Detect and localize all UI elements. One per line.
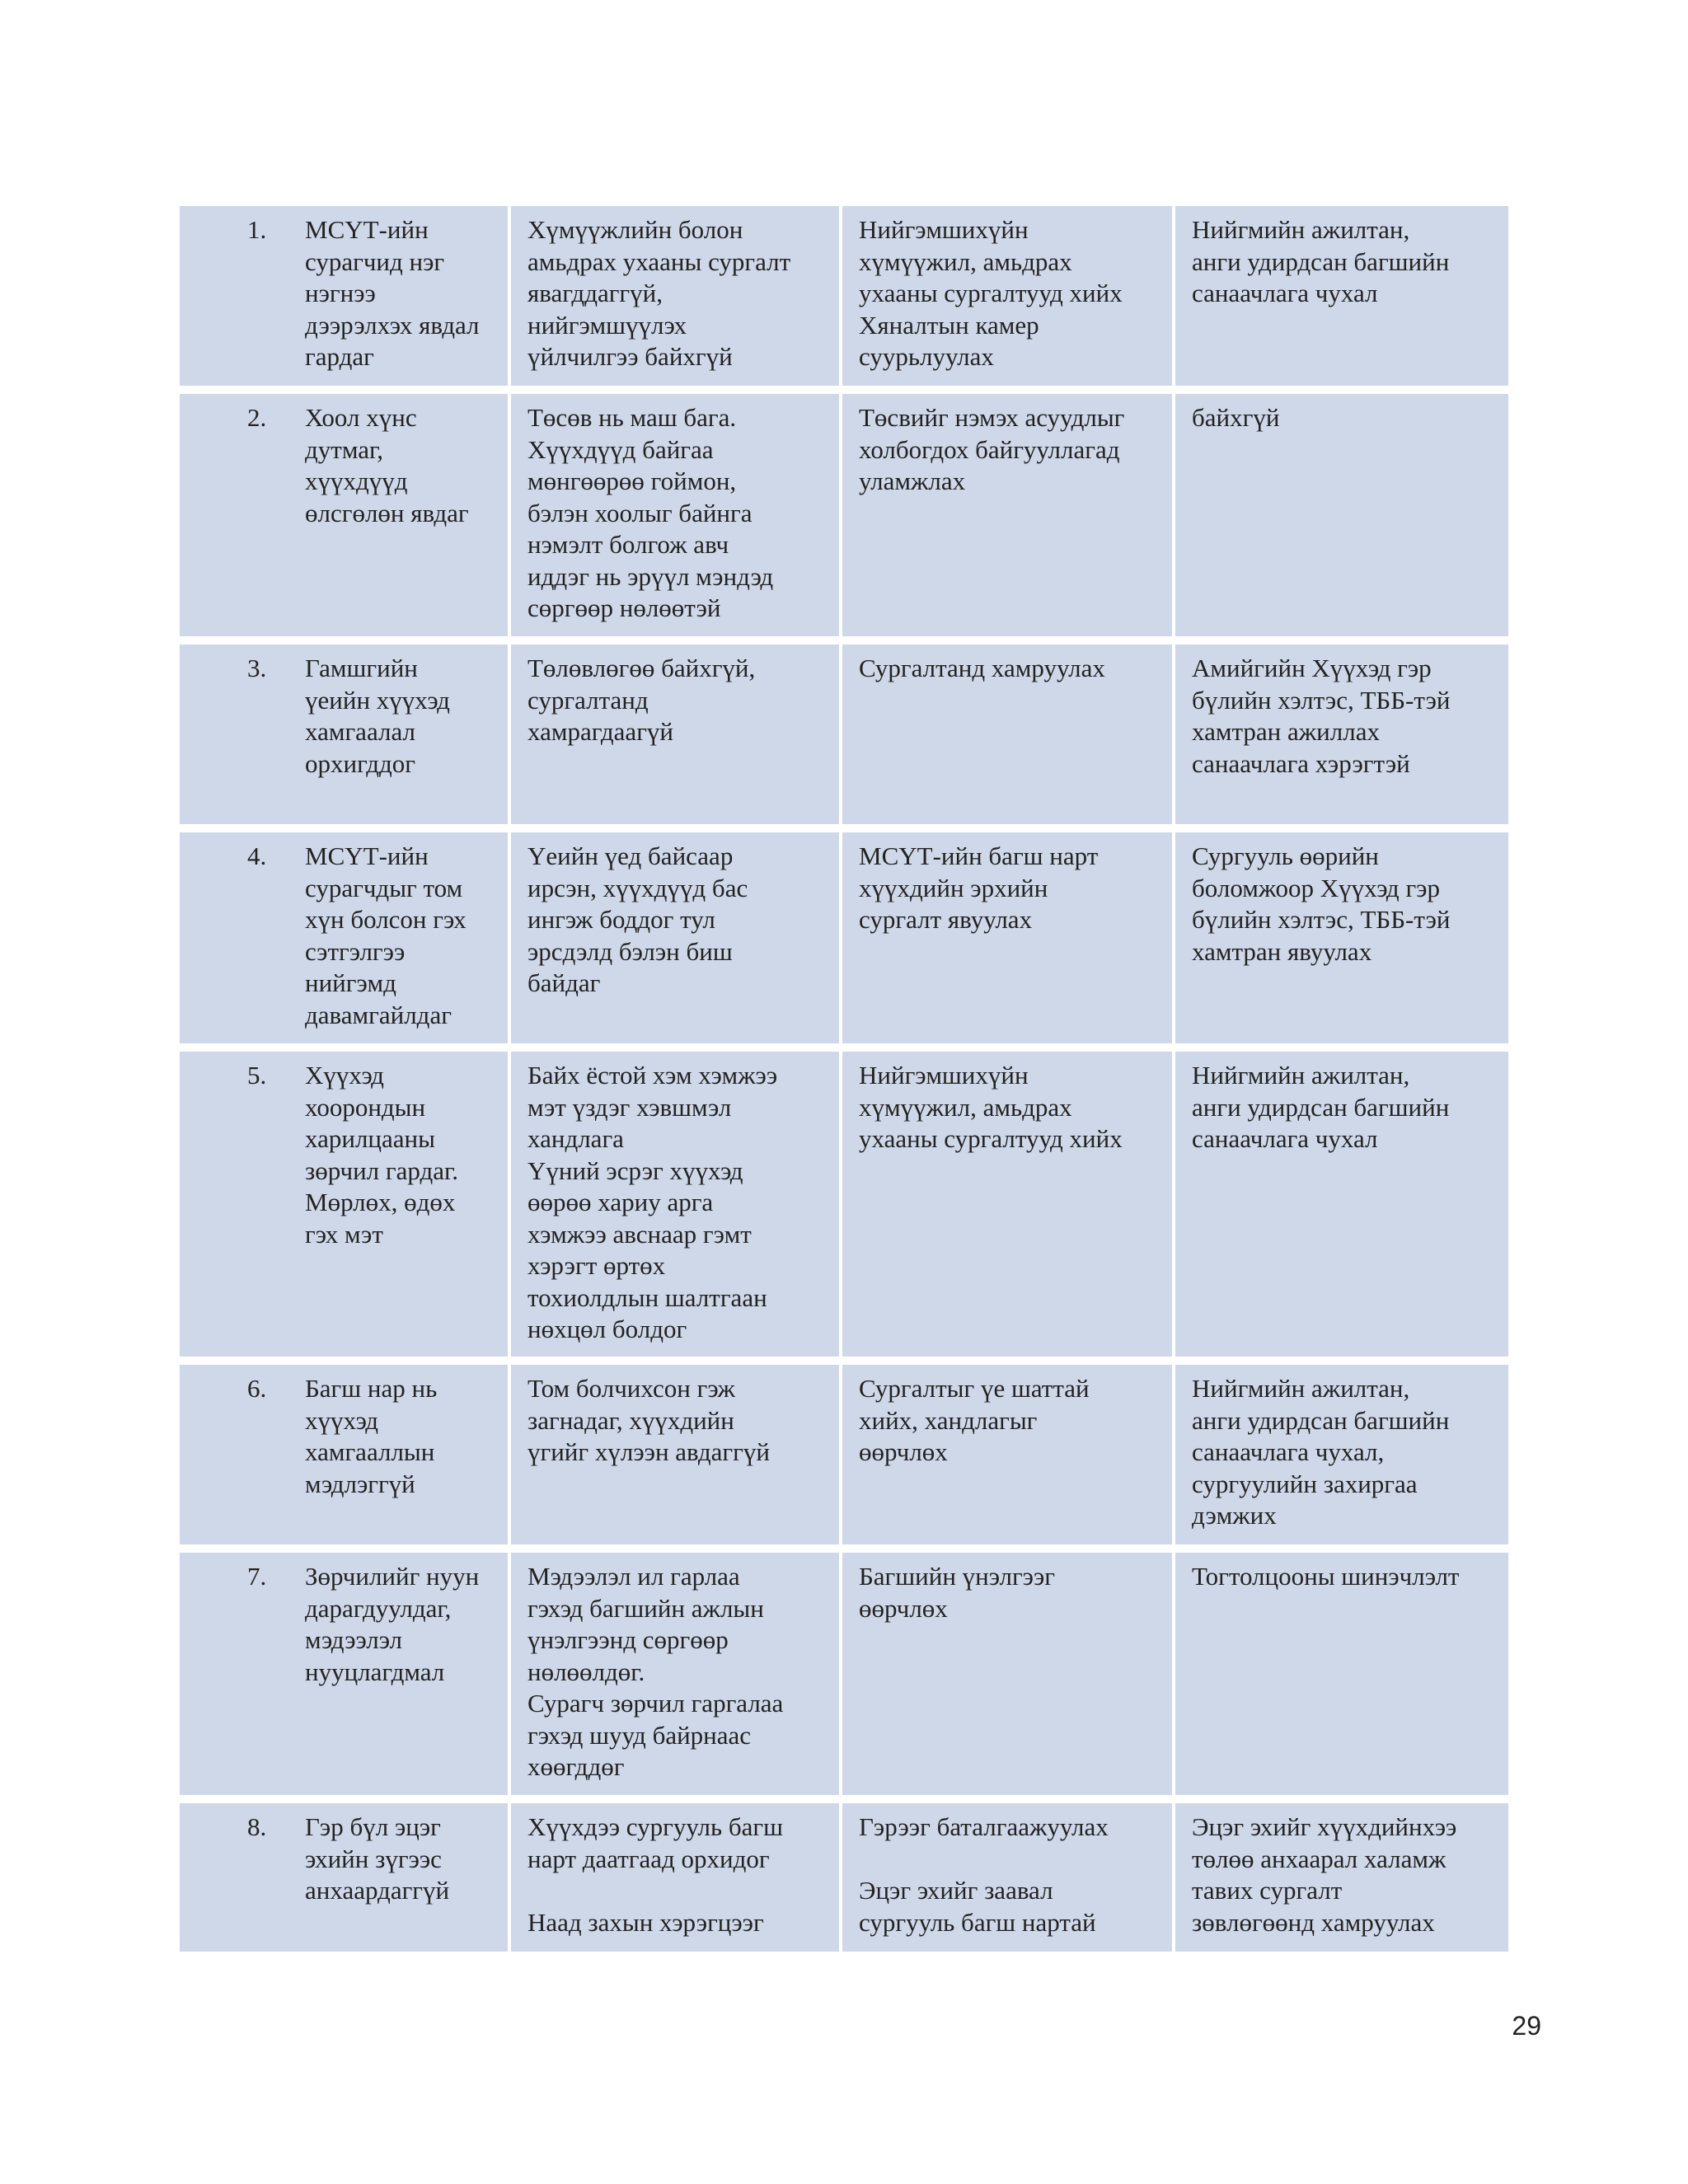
responsible-cell: Амийгийн Хүүхэд гэр бүлийн хэлтэс, ТББ-тэй хамтран ажиллах санаачлага хэрэгтэй — [1175, 644, 1508, 824]
table-row — [180, 1052, 1508, 1357]
responsible-cell: Нийгмийн ажилтан, анги удирдсан багшийн санаачлага чухал, сургуулийн захиргаа дэмжих — [1175, 1365, 1508, 1544]
issue-cell — [180, 644, 511, 824]
row-number: 7. — [247, 1562, 267, 1591]
issue-cell — [180, 394, 511, 636]
cause-cell: Төсөв нь маш бага. Хүүхдүүд байгаа мөнгөөрөө гоймон, бэлэн хоолыг байнга нэмэлт болгож авч иддэг нь эрүүл мэндэд сөргөөр нөлөөтэй — [511, 394, 842, 636]
issue-cell — [180, 832, 511, 1043]
issue-text: Хоол хүнс дутмаг, хүүхдүүд өлсгөлөн явдаг — [305, 403, 469, 527]
cause-cell: Мэдээлэл ил гарлаа гэхэд багшийн ажлын үнэлгээнд сөргөөр нөлөөлдөг. Сурагч зөрчил гаргалаа гэхэд шууд байрнаас хөөгддөг — [511, 1553, 842, 1795]
issue-cell — [180, 1553, 511, 1795]
table-row — [180, 832, 1508, 1043]
cause-cell: Хүмүүжлийн болон амьдрах ухааны сургалт явагддаггүй, нийгэмшүүлэх үйлчилгээ байхгүй — [511, 206, 842, 386]
cause-cell: Байх ёстой хэм хэмжээ мэт үздэг хэвшмэл хандлага Үүний эсрэг хүүхэд өөрөө хариу арга хэмжээ авснаар гэмт хэрэгт өртөх тохиолдлын шалтгаан нөхцөл болдог — [511, 1052, 842, 1357]
responsible-cell: Нийгмийн ажилтан, анги удирдсан багшийн санаачлага чухал — [1175, 206, 1508, 386]
solution-cell: МСҮТ-ийн багш нарт хүүхдийн эрхийн сургалт явуулах — [842, 832, 1175, 1043]
row-number: 1. — [247, 215, 267, 244]
row-number: 2. — [247, 403, 267, 432]
issue-cell — [180, 1052, 511, 1357]
solution-cell: Нийгэмшихүйн хүмүүжил, амьдрах ухааны сургалтууд хийх — [842, 1052, 1175, 1357]
issue-text: МСҮТ-ийн сурагчид нэг нэгнээ дээрэлхэх явдал гардаг — [305, 215, 480, 371]
issue-text: Багш нар нь хүүхэд хамгааллын мэдлэггүй — [305, 1374, 438, 1498]
cause-cell: Хүүхдээ сургууль багш нарт даатгаад орхидог Наад захын хэрэгцээг — [511, 1803, 842, 1952]
row-number: 6. — [247, 1374, 267, 1403]
table-row — [180, 1553, 1508, 1795]
table-row — [180, 1365, 1508, 1544]
cause-cell: Төлөвлөгөө байхгүй, сургалтанд хамрагдаагүй — [511, 644, 842, 824]
solution-cell: Нийгэмшихүйн хүмүүжил, амьдрах ухааны сургалтууд хийх Хяналтын камер суурьлуулах — [842, 206, 1175, 386]
issues-table — [180, 206, 1508, 1960]
issue-text: Гэр бүл эцэг эхийн зүгээс анхаардаггүй — [305, 1812, 450, 1905]
issue-text: Зөрчилийг нуун дарагдуулдаг, мэдээлэл нууцлагдмал — [305, 1562, 480, 1686]
issue-cell — [180, 206, 511, 386]
table-row — [180, 644, 1508, 824]
issue-cell — [180, 1803, 511, 1952]
row-number: 5. — [247, 1061, 267, 1090]
cause-cell: Үеийн үед байсаар ирсэн, хүүхдүүд бас ингэж боддог тул эрсдэлд бэлэн биш байдаг — [511, 832, 842, 1043]
table-row — [180, 206, 1508, 386]
issue-text: МСҮТ-ийн сурагчдыг том хүн болсон гэх сэтгэлгээ нийгэмд давамгайлдаг — [305, 841, 467, 1029]
solution-cell: Төсвийг нэмэх асуудлыг холбогдох байгууллагад уламжлах — [842, 394, 1175, 636]
responsible-cell: байхгүй — [1175, 394, 1508, 636]
solution-cell: Сургалтыг үе шаттай хийх, хандлагыг өөрчлөх — [842, 1365, 1175, 1544]
responsible-cell: Эцэг эхийг хүүхдийнхээ төлөө анхаарал халамж тавих сургалт зөвлөгөөнд хамруулах — [1175, 1803, 1508, 1952]
table-row — [180, 1803, 1508, 1952]
row-number: 4. — [247, 841, 267, 870]
row-number: 3. — [247, 654, 267, 682]
issue-text: Хүүхэд хоорондын харилцааны зөрчил гардаг. Мөрлөх, өдөх гэх мэт — [305, 1061, 458, 1249]
page-number: 29 — [1512, 2011, 1541, 2041]
row-number: 8. — [247, 1812, 267, 1841]
solution-cell: Сургалтанд хамруулах — [842, 644, 1175, 824]
responsible-cell: Тогтолцооны шинэчлэлт — [1175, 1553, 1508, 1795]
solution-cell: Гэрээг баталгаажуулах Эцэг эхийг заавал сургууль багш нартай — [842, 1803, 1175, 1952]
responsible-cell: Сургууль өөрийн боломжоор Хүүхэд гэр бүлийн хэлтэс, ТББ-тэй хамтран явуулах — [1175, 832, 1508, 1043]
responsible-cell: Нийгмийн ажилтан, анги удирдсан багшийн санаачлага чухал — [1175, 1052, 1508, 1357]
table-row — [180, 394, 1508, 636]
issue-cell — [180, 1365, 511, 1544]
issue-text: Гамшгийн үеийн хүүхэд хамгаалал орхигддог — [305, 654, 450, 778]
solution-cell: Багшийн үнэлгээг өөрчлөх — [842, 1553, 1175, 1795]
cause-cell: Том болчихсон гэж загнадаг, хүүхдийн үгийг хүлээн авдаггүй — [511, 1365, 842, 1544]
